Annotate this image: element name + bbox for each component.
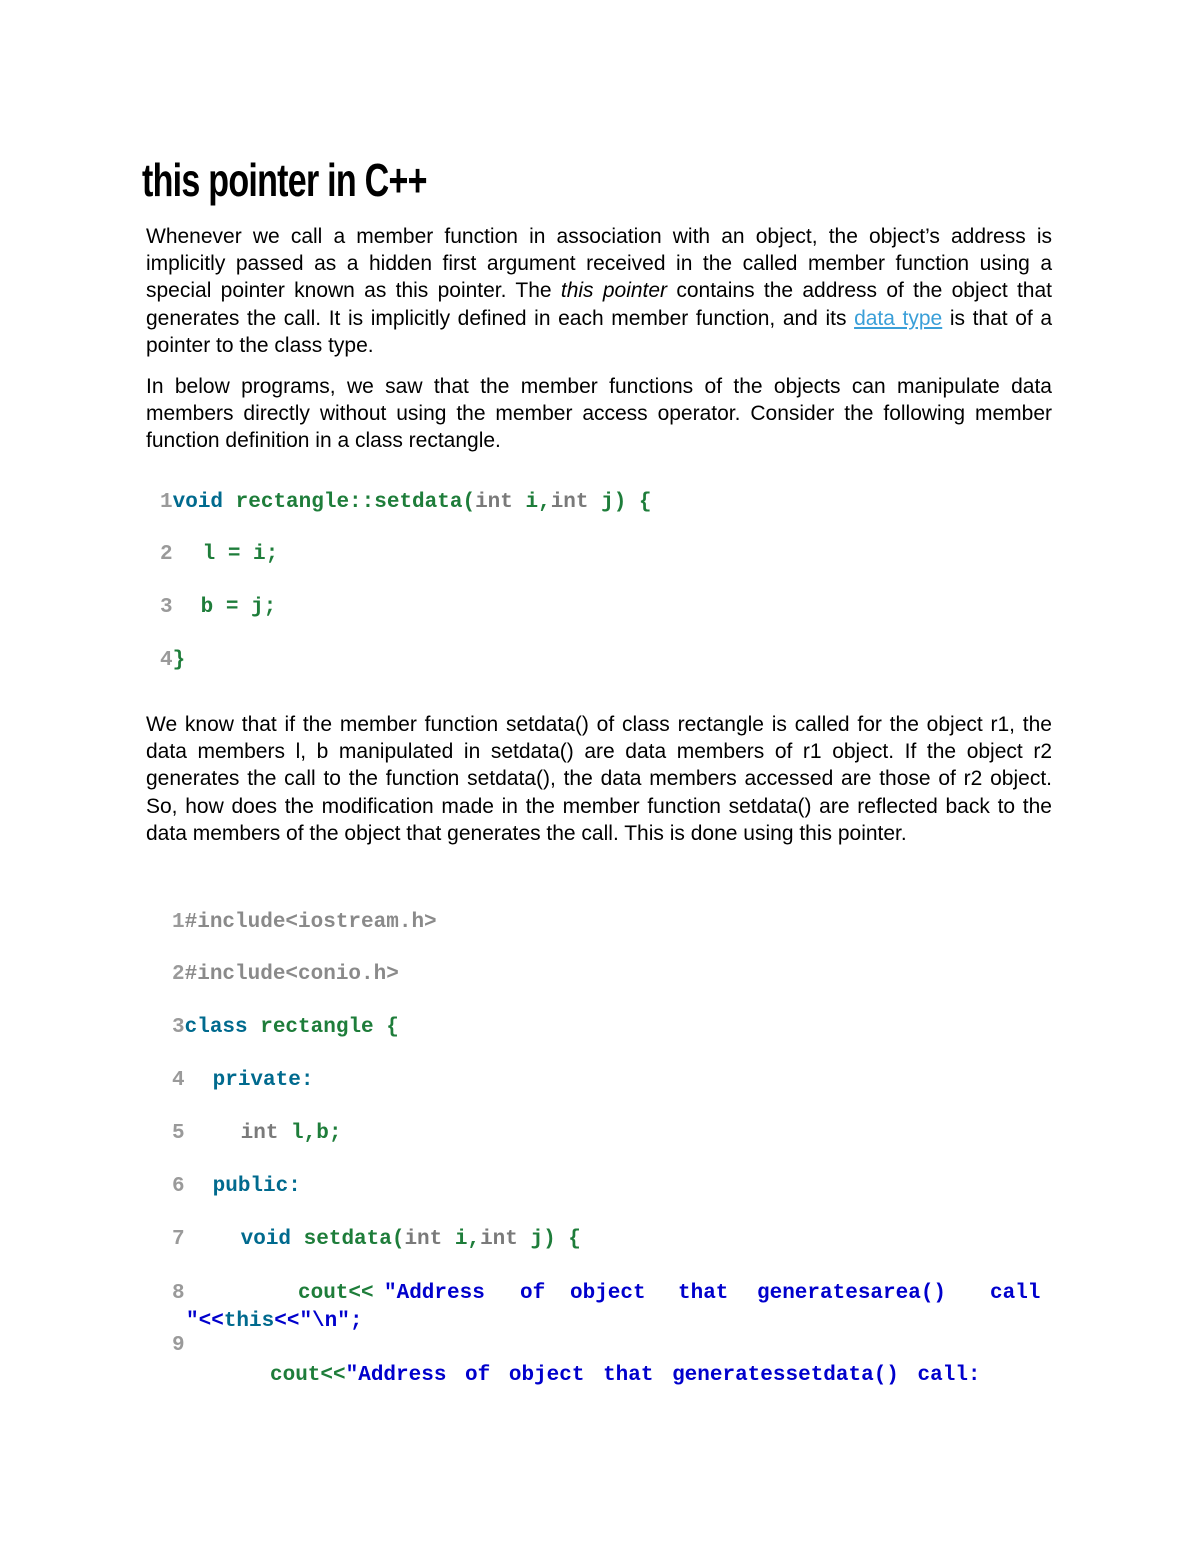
code2-line-9-number	[172, 1333, 185, 1359]
explanation-paragraph: We know that if the member function setdata() of class rectangle is called for the object r1, the data members l, b manipulated in setdata() are data members of r1 object. If the object r2 generates the call to the function setdata(), the data members accessed are those of r2 object. So, how does the modification made in the member function setdata() are reflected back to the data members of the object that generates the call. This is done using this pointer.	[146, 713, 1052, 845]
line-number: 2	[160, 543, 173, 566]
code-string: <<"\n";	[274, 1310, 363, 1333]
intro-paragraph	[146, 223, 1052, 359]
code-type: int	[240, 1122, 279, 1145]
line-number: 4	[160, 649, 173, 672]
code-text: i,	[512, 491, 551, 514]
intro-text-1: Whenever we call a member function in association with an object, the object’s address is implicitly passed as a hidden first argument received in the called member function using a special pointer known as this pointer. The	[146, 225, 1052, 303]
line-number: 7	[172, 1228, 185, 1251]
code-type: int	[550, 491, 589, 514]
line-number: 3	[160, 596, 173, 619]
line-number: 1	[160, 491, 173, 514]
code-text: i,	[442, 1228, 481, 1251]
code2-line-8-cout: cout<<	[298, 1282, 374, 1305]
code-type: int	[480, 1228, 518, 1251]
line-number: 5	[172, 1122, 185, 1145]
code2-line-8-string-6: call	[990, 1282, 1041, 1305]
code-text: cout<<	[270, 1364, 346, 1387]
code2-line-2	[172, 962, 399, 988]
line-number: 3	[172, 1016, 185, 1039]
code-text: j) {	[588, 491, 652, 514]
code2-line-8-string-4: that	[678, 1282, 729, 1305]
page-title: this pointer in C++	[142, 154, 427, 206]
code2-line-8-string-1: "Address	[384, 1282, 485, 1305]
line-number: 2	[172, 963, 185, 986]
code2-line-8-string-5: generatesarea()	[757, 1282, 947, 1305]
line-number: 4	[172, 1069, 185, 1092]
line-number: 1	[172, 911, 185, 934]
code2-line-8-string-2: of	[520, 1282, 546, 1305]
code2-line-5	[172, 1121, 341, 1147]
programs-paragraph: In below programs, we saw that the member functions of the objects can manipulate data members directly without using the member access operator. Consider the following member function definition in a class rectangle.	[146, 375, 1052, 453]
intro-text-3: is that of a pointer to the class type.	[146, 306, 1052, 357]
code-text: l,b;	[278, 1122, 342, 1145]
code1-line-1	[160, 490, 652, 516]
code2-line-8-string-3: object	[570, 1282, 646, 1305]
code-text: }	[172, 649, 186, 672]
code-keyword: void	[240, 1228, 292, 1251]
code2-line-8-number	[172, 1281, 185, 1307]
line-number: 8	[172, 1282, 185, 1305]
code-preprocessor: #include<iostream.h>	[184, 911, 437, 934]
code1-line-4	[160, 648, 185, 674]
code2-line-9	[270, 1363, 981, 1389]
code1-line-2	[160, 542, 278, 568]
code-keyword: this	[223, 1310, 275, 1333]
code-text: b = j;	[200, 596, 277, 619]
code-preprocessor: #include<conio.h>	[184, 963, 399, 986]
code-text: setdata(	[291, 1228, 405, 1251]
code-text: rectangle {	[247, 1016, 399, 1039]
code-keyword: class	[184, 1016, 248, 1039]
code1-line-3	[160, 595, 276, 621]
code2-line-7	[172, 1227, 581, 1253]
code2-line-4	[172, 1068, 313, 1094]
code2-line-3	[172, 1015, 399, 1041]
code-type: int	[475, 491, 513, 514]
line-number: 6	[172, 1175, 185, 1198]
code-keyword: private:	[212, 1069, 314, 1092]
code-text: j) {	[517, 1228, 581, 1251]
code-keyword: public:	[212, 1175, 301, 1198]
line-number: 9	[172, 1334, 185, 1357]
code2-line-1	[172, 910, 437, 936]
code-text: rectangle::setdata(	[223, 491, 476, 514]
code-type: int	[404, 1228, 443, 1251]
code2-line-6	[172, 1174, 301, 1200]
data-type-link[interactable]: data type	[854, 306, 943, 330]
code-string: "Address of object that generatessetdata() call:	[345, 1364, 981, 1387]
code-keyword: void	[172, 491, 224, 514]
code-string: "<<	[186, 1310, 224, 1333]
code-text: l = i;	[202, 543, 279, 566]
intro-text-2: contains the address of the object that generates the call. It is implicitly defined in each member function, and its	[146, 279, 1052, 330]
code2-line-8-continued	[186, 1309, 362, 1335]
intro-italic-this-pointer: this pointer	[560, 279, 668, 303]
